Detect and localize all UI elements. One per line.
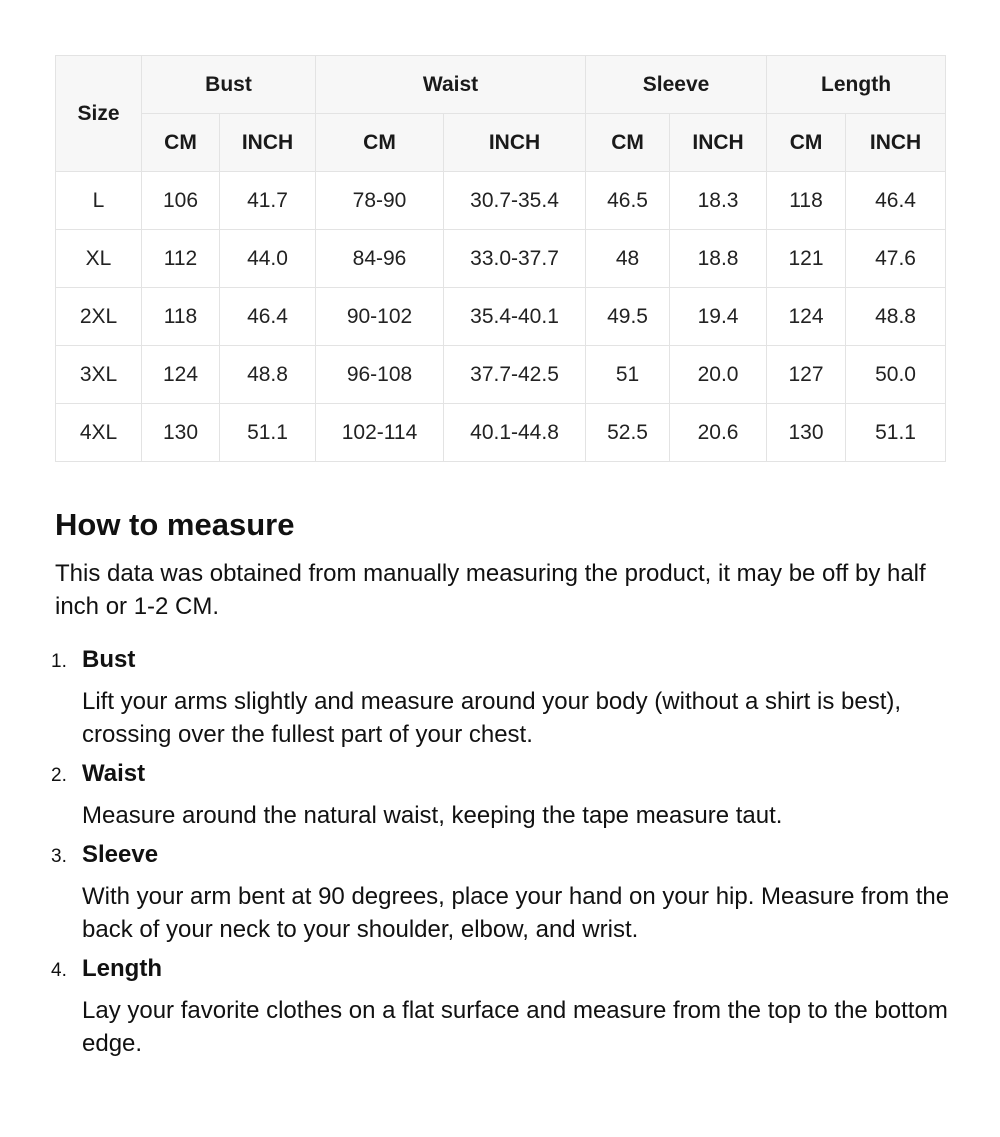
guide-title: How to measure	[55, 507, 295, 542]
table-cell: 112	[142, 230, 220, 288]
table-cell: 124	[142, 346, 220, 404]
list-item	[51, 840, 955, 946]
table-unit-header-row	[56, 114, 946, 172]
step-desc-length: Lay your favorite clothes on a flat surface and measure from the top to the bottom edge.	[82, 997, 948, 1057]
step-number: 1.	[51, 651, 67, 672]
unit-header-length-cm: CM	[767, 114, 846, 172]
size-cell: L	[56, 172, 142, 230]
unit-header-bust-cm: CM	[142, 114, 220, 172]
table-cell: 51	[586, 346, 670, 404]
table-cell: 118	[767, 172, 846, 230]
group-header-length: Length	[767, 56, 946, 114]
table-cell: 18.3	[670, 172, 767, 230]
step-desc-sleeve: With your arm bent at 90 degrees, place your hand on your hip. Measure from the back of your neck to your shoulder, elbow, and wrist.	[82, 883, 950, 943]
unit-header-waist-cm: CM	[316, 114, 444, 172]
table-cell: 18.8	[670, 230, 767, 288]
measure-guide	[51, 503, 955, 1068]
table-cell: 20.6	[670, 404, 767, 462]
step-desc-bust: Lift your arms slightly and measure around your body (without a shirt is best), crossing over the fullest part of your chest.	[82, 688, 902, 748]
table-cell: 96-108	[316, 346, 444, 404]
table-cell: 33.0-37.7	[444, 230, 586, 288]
table-cell: 90-102	[316, 288, 444, 346]
unit-header-sleeve-inch: INCH	[670, 114, 767, 172]
table-cell: 48.8	[846, 288, 946, 346]
unit-header-waist-inch: INCH	[444, 114, 586, 172]
table-cell: 51.1	[220, 404, 316, 462]
step-number: 4.	[51, 960, 67, 981]
table-group-header-row	[56, 56, 946, 114]
size-cell: XL	[56, 230, 142, 288]
table-row	[56, 288, 946, 346]
step-title-length: Length	[82, 955, 162, 982]
size-cell: 4XL	[56, 404, 142, 462]
unit-header-length-inch: INCH	[846, 114, 946, 172]
table-cell: 40.1-44.8	[444, 404, 586, 462]
table-cell: 102-114	[316, 404, 444, 462]
table-cell: 46.4	[846, 172, 946, 230]
size-chart-table	[55, 55, 946, 462]
step-number: 2.	[51, 765, 67, 786]
table-row	[56, 346, 946, 404]
table-cell: 106	[142, 172, 220, 230]
table-cell: 46.4	[220, 288, 316, 346]
table-cell: 41.7	[220, 172, 316, 230]
table-cell: 37.7-42.5	[444, 346, 586, 404]
table-row	[56, 230, 946, 288]
unit-header-sleeve-cm: CM	[586, 114, 670, 172]
list-item	[51, 759, 955, 832]
table-cell: 46.5	[586, 172, 670, 230]
table-cell: 78-90	[316, 172, 444, 230]
step-desc-waist: Measure around the natural waist, keeping the tape measure taut.	[82, 802, 783, 829]
table-cell: 51.1	[846, 404, 946, 462]
table-row	[56, 404, 946, 462]
table-cell: 19.4	[670, 288, 767, 346]
size-column-header: Size	[56, 56, 142, 172]
table-cell: 48.8	[220, 346, 316, 404]
table-cell: 47.6	[846, 230, 946, 288]
guide-intro: This data was obtained from manually measuring the product, it may be off by half inch or 1-2 CM.	[55, 560, 926, 620]
group-header-sleeve: Sleeve	[586, 56, 767, 114]
table-cell: 130	[767, 404, 846, 462]
table-cell: 20.0	[670, 346, 767, 404]
table-cell: 35.4-40.1	[444, 288, 586, 346]
table-cell: 49.5	[586, 288, 670, 346]
table-cell: 50.0	[846, 346, 946, 404]
unit-header-bust-inch: INCH	[220, 114, 316, 172]
size-cell: 2XL	[56, 288, 142, 346]
table-cell: 130	[142, 404, 220, 462]
measure-steps-list	[51, 645, 955, 1060]
table-cell: 127	[767, 346, 846, 404]
step-title-bust: Bust	[82, 646, 136, 673]
step-title-sleeve: Sleeve	[82, 841, 159, 868]
table-cell: 44.0	[220, 230, 316, 288]
table-cell: 52.5	[586, 404, 670, 462]
group-header-waist: Waist	[316, 56, 586, 114]
table-cell: 30.7-35.4	[444, 172, 586, 230]
list-item	[51, 954, 955, 1060]
table-cell: 84-96	[316, 230, 444, 288]
step-number: 3.	[51, 846, 67, 867]
group-header-bust: Bust	[142, 56, 316, 114]
table-cell: 121	[767, 230, 846, 288]
step-title-waist: Waist	[82, 760, 146, 787]
table-cell: 48	[586, 230, 670, 288]
table-cell: 124	[767, 288, 846, 346]
list-item	[51, 645, 955, 751]
table-row	[56, 172, 946, 230]
size-cell: 3XL	[56, 346, 142, 404]
table-cell: 118	[142, 288, 220, 346]
